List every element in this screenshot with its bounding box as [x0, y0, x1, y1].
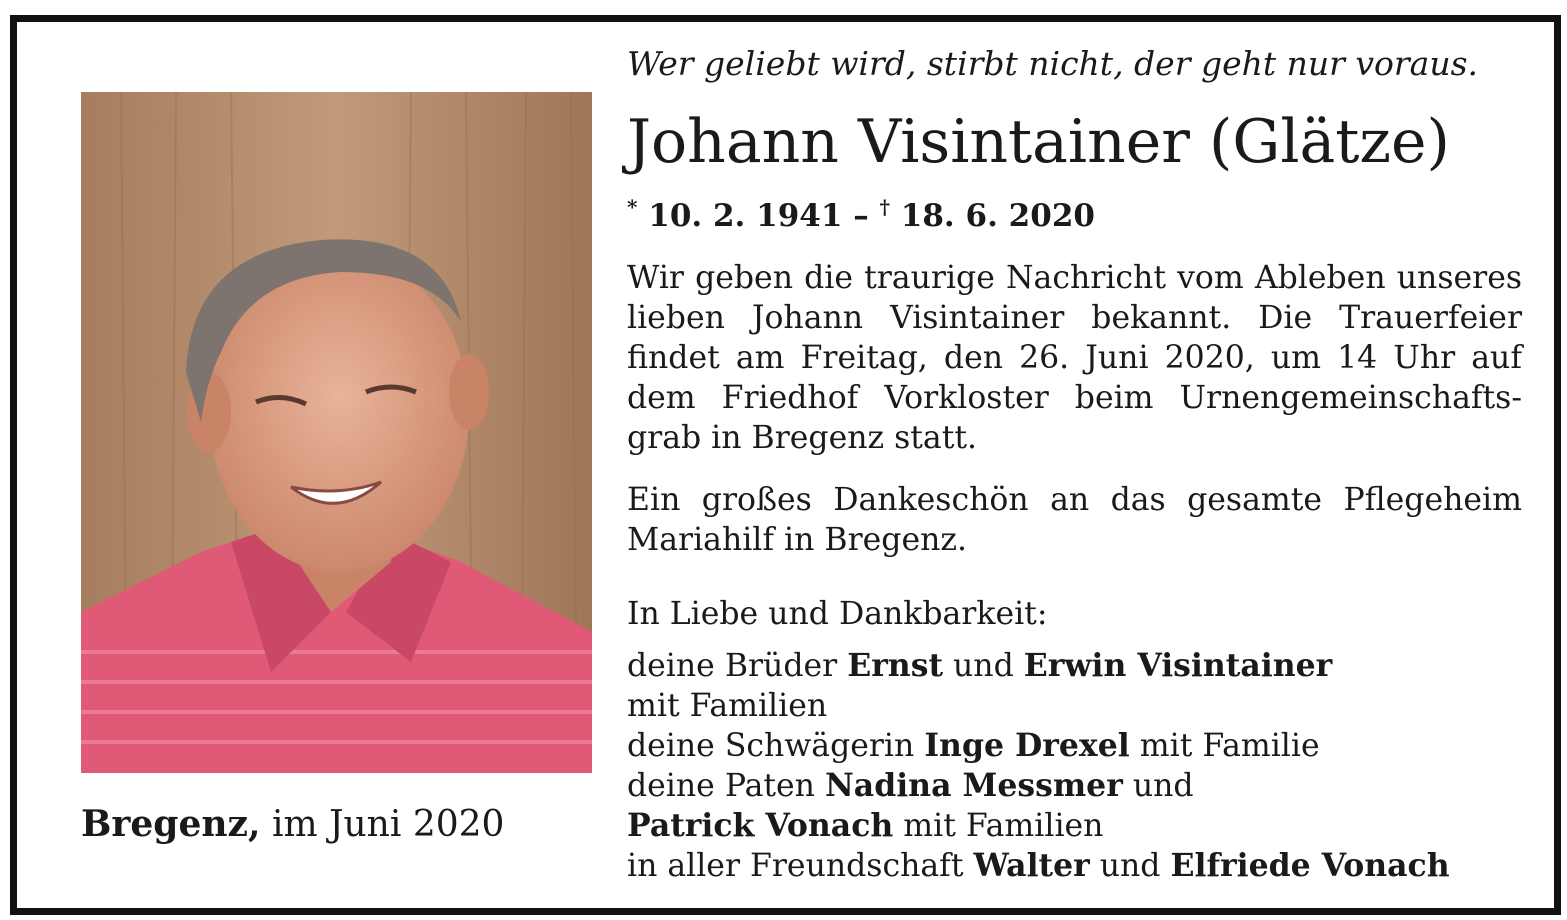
mourner-text: deine Schwägerin — [627, 728, 925, 764]
mourner-line — [627, 686, 1450, 726]
mourner-text: und — [1089, 848, 1171, 884]
mourner-name: Erwin Visintainer — [1023, 647, 1333, 684]
place-date-text: im Juni 2020 — [260, 804, 505, 845]
mourner-text: mit Familien — [627, 688, 828, 724]
thanks-paragraph: Ein großes Dankeschön an das gesamte Pflegeheim Mariahilf in Bregenz. — [627, 482, 1522, 558]
mourner-line — [627, 806, 1450, 846]
mourner-line — [627, 846, 1450, 886]
life-dates — [627, 188, 1095, 235]
birth-symbol: * — [627, 195, 638, 219]
place-date — [81, 804, 504, 845]
mourner-text: deine Paten — [627, 768, 825, 804]
mourner-name: Nadina Messmer — [824, 767, 1123, 804]
mourner-text: deine Brüder — [627, 648, 848, 684]
portrait-illustration — [81, 92, 592, 773]
mourner-text: mit Familie — [1129, 728, 1320, 764]
mourner-text: und — [1122, 768, 1194, 804]
death-date: 18. 6. 2020 — [900, 198, 1095, 234]
mourner-text: und — [943, 648, 1024, 684]
mourner-line — [627, 766, 1450, 806]
death-symbol: † — [879, 195, 890, 219]
mourner-text: in aller Freundschaft — [627, 848, 974, 884]
mourner-text: mit Familien — [893, 808, 1104, 844]
mourner-name: Patrick Vonach — [627, 807, 894, 844]
mourner-name: Inge Drexel — [924, 727, 1130, 764]
announcement-paragraph: Wir geben die traurige Nachricht vom Ableben unseres lieben Johann Visintainer bekannt. Die Trauerfeier findet am Freitag, den 26. Juni 2020, um 14 Uhr auf dem Friedhof Vorkloster beim Urnengemeinschafts-grab in Bregenz statt. — [627, 260, 1522, 456]
portrait-photo — [81, 92, 592, 773]
mourner-name: Ernst — [847, 647, 943, 684]
date-separator: – — [853, 198, 869, 234]
mourner-line — [627, 726, 1450, 766]
obituary-frame — [10, 15, 1561, 915]
mourners-list — [627, 646, 1450, 886]
deceased-name: Johann Visintainer (Glätze) — [627, 107, 1450, 177]
place: Bregenz, — [81, 803, 261, 845]
closing-line: In Liebe und Dankbarkeit: — [627, 596, 1048, 632]
birth-date: 10. 2. 1941 — [648, 198, 843, 234]
mourner-line — [627, 646, 1450, 686]
mourner-name: Walter — [973, 847, 1090, 884]
motto: Wer geliebt wird, stirbt nicht, der geht nur voraus. — [627, 44, 1479, 83]
mourner-name: Elfriede Vonach — [1170, 847, 1450, 884]
